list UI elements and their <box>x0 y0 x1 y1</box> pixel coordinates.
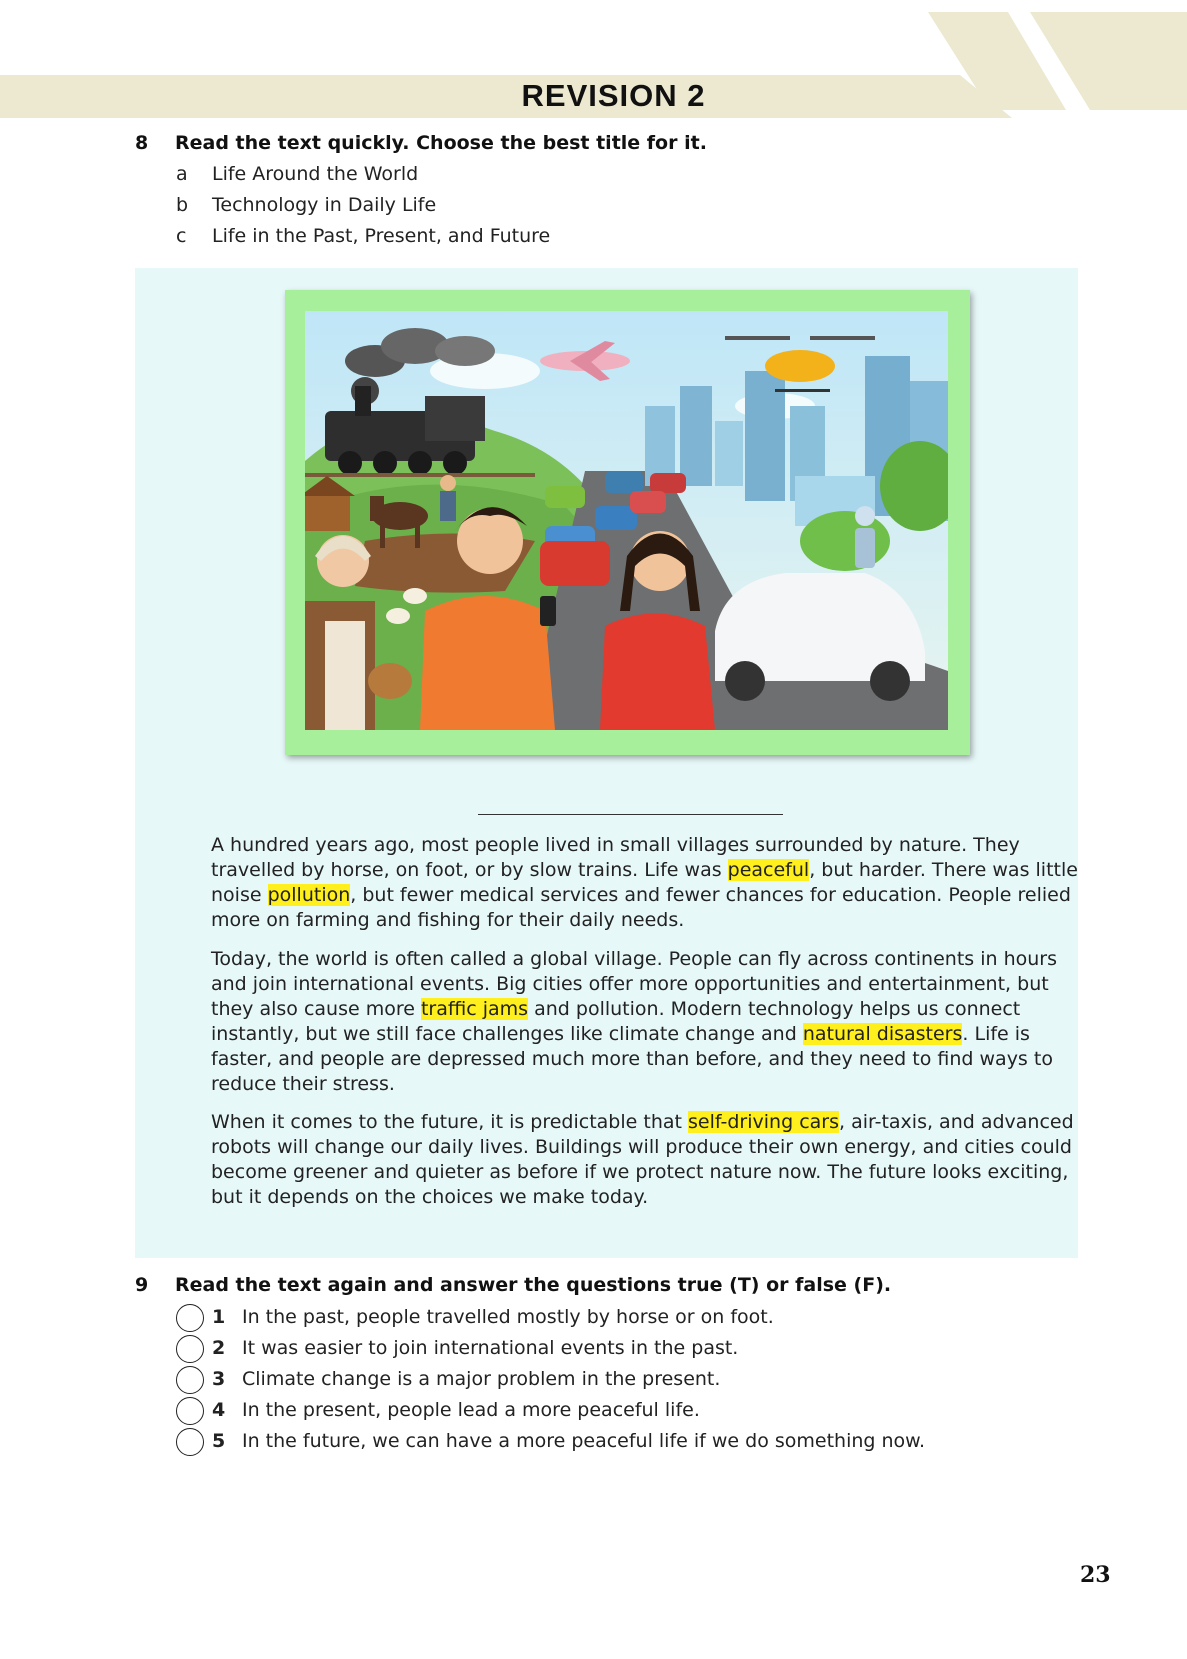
item-number: 2 <box>212 1337 226 1359</box>
highlighted-word: peaceful <box>727 859 810 881</box>
text-run: and pollution. Modern technology helps us connect instantly, but we still face challenges like climate change and <box>211 998 1021 1045</box>
item-number: 4 <box>212 1399 226 1421</box>
past-present-future-illustration <box>305 311 948 730</box>
header-banner <box>0 0 1187 130</box>
item-statement: In the future, we can have a more peaceful life if we do something now. <box>242 1430 926 1452</box>
exercise-instruction: Read the text quickly. Choose the best title for it. <box>175 132 707 154</box>
item-number: 3 <box>212 1368 226 1390</box>
item-statement: In the present, people lead a more peaceful life. <box>242 1399 700 1421</box>
item-number: 5 <box>212 1430 226 1452</box>
option-letter: b <box>176 194 189 216</box>
text-run: When it comes to the future, it is predictable that <box>211 1111 688 1133</box>
title-answer-line[interactable] <box>478 814 783 815</box>
exercise-instruction: Read the text again and answer the questions true (T) or false (F). <box>175 1274 892 1296</box>
item-statement: In the past, people travelled mostly by horse or on foot. <box>242 1306 774 1328</box>
item-statement: It was easier to join international events in the past. <box>242 1337 739 1359</box>
exercise-8-heading <box>135 132 707 154</box>
answer-circle[interactable] <box>176 1397 204 1425</box>
text-run: , but fewer medical services and fewer chances for education. People relied more on farming and fishing for their daily needs. <box>211 884 1071 931</box>
highlighted-word: traffic jams <box>420 998 529 1020</box>
answer-circle[interactable] <box>176 1335 204 1363</box>
paragraph-future <box>211 1110 1081 1210</box>
option-text: Life in the Past, Present, and Future <box>212 225 551 247</box>
highlighted-word: self-driving cars <box>688 1111 839 1133</box>
text-run: Today, the world is often called a global village. People can fly across continents in hours and join international events. Big cities offer more opportunities and entertainment, but they also cause more <box>211 948 1057 1020</box>
highlighted-word: natural disasters <box>802 1023 963 1045</box>
option-text: Life Around the World <box>212 163 419 185</box>
text-run: , but harder. There was little noise <box>211 859 1078 906</box>
page-number: 23 <box>1080 1562 1111 1588</box>
highlighted-word: pollution <box>267 884 351 906</box>
illustration-drawing <box>305 311 948 730</box>
option-text: Technology in Daily Life <box>212 194 437 216</box>
title-option-a <box>176 163 418 185</box>
exercise-number: 9 <box>135 1274 149 1296</box>
title-option-b <box>176 194 436 216</box>
exercise-9-heading <box>135 1274 891 1296</box>
title-option-c <box>176 225 550 247</box>
text-run: . Life is faster, and people are depressed much more than before, and they need to find ways to reduce their stress. <box>211 1023 1053 1095</box>
answer-circle[interactable] <box>176 1428 204 1456</box>
answer-circle[interactable] <box>176 1304 204 1332</box>
item-statement: Climate change is a major problem in the present. <box>242 1368 721 1390</box>
answer-circle[interactable] <box>176 1366 204 1394</box>
text-run: A hundred years ago, most people lived in small villages surrounded by nature. They travelled by horse, on foot, or by slow trains. Life was <box>211 834 1020 881</box>
text-run: , air-taxis, and advanced robots will change our daily lives. Buildings will produce their own energy, and cities could become greener and quieter as before if we protect nature now. The future looks exciting, but it depends on the choices we make today. <box>211 1111 1074 1208</box>
page-title: REVISION 2 <box>521 78 706 113</box>
option-letter: c <box>176 225 187 247</box>
exercise-number: 8 <box>135 132 149 154</box>
paragraph-past <box>211 833 1081 933</box>
paragraph-present <box>211 947 1081 1097</box>
item-number: 1 <box>212 1306 226 1328</box>
illustration-frame <box>285 290 970 755</box>
option-letter: a <box>176 163 188 185</box>
